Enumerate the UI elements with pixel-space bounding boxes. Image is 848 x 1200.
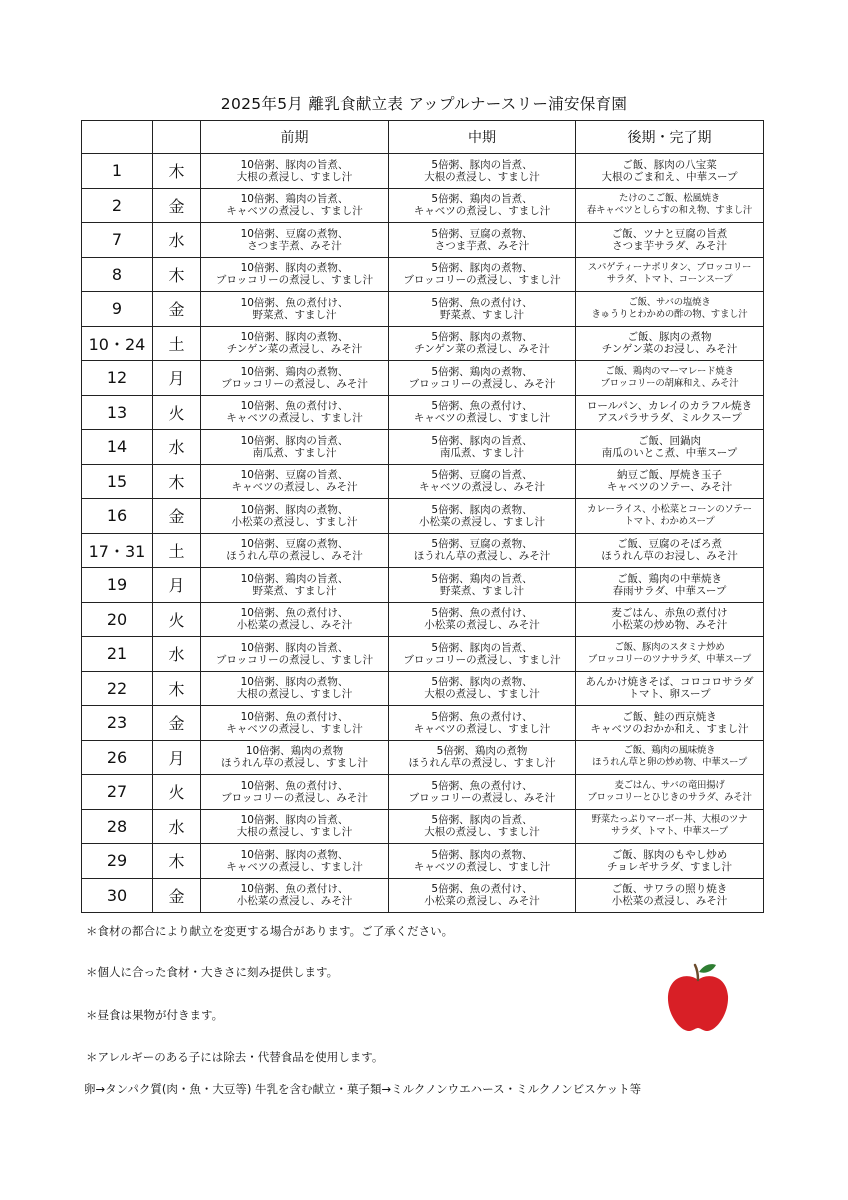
late-menu-cell: [576, 188, 764, 223]
dish-line: 大根の煮浸し、すまし汁: [236, 170, 353, 183]
date-cell: 10・24: [82, 326, 153, 361]
note-size: ＊個人に合った食材・大きさに刻み提供します。: [86, 965, 339, 979]
weekday-cell: 木: [153, 671, 201, 706]
middle-menu-cell: [389, 740, 576, 775]
dish-line: ブロッコリーの煮浸し、すまし汁: [403, 274, 561, 287]
header-date: [82, 121, 153, 154]
header-late: 後期・完了期: [576, 121, 764, 154]
header-early: 前期: [201, 121, 389, 154]
weekday-cell: 金: [153, 878, 201, 913]
dish-line: ブロッコリーの煮浸し、みそ汁: [408, 791, 556, 804]
dish-line: 10倍粥、豚肉の煮物、: [240, 331, 349, 344]
weekday-cell: 月: [153, 740, 201, 775]
middle-menu-cell: [389, 361, 576, 396]
dish-line: 麦ごはん、赤魚の煮付け: [611, 607, 728, 620]
dish-line: 10倍粥、豆腐の煮物、: [240, 227, 349, 240]
dish-line: 大根の煮浸し、すまし汁: [236, 688, 353, 701]
dish-line: ご飯、豆腐のそぼろ煮: [617, 538, 722, 551]
dish-line: 5倍粥、豚肉の煮物、: [431, 262, 533, 275]
early-menu-cell: [201, 706, 389, 741]
weekday-cell: 土: [153, 326, 201, 361]
weekday-cell: 火: [153, 602, 201, 637]
middle-menu-cell: [389, 326, 576, 361]
weekday-cell: 火: [153, 775, 201, 810]
dish-line: ほうれん草と卵の炒め物、中華スープ: [591, 757, 748, 769]
menu-table: [81, 120, 764, 913]
dish-line: キャベツの煮浸し、すまし汁: [226, 860, 363, 873]
date-cell: 28: [82, 809, 153, 844]
dish-line: ブロッコリーの煮浸し、すまし汁: [403, 653, 561, 666]
early-menu-cell: [201, 154, 389, 189]
table-row: [82, 464, 764, 499]
late-menu-cell: [576, 464, 764, 499]
date-cell: 21: [82, 637, 153, 672]
early-menu-cell: [201, 775, 389, 810]
late-menu-cell: [576, 878, 764, 913]
table-row: [82, 568, 764, 603]
late-menu-cell: [576, 775, 764, 810]
dish-line: 麦ごはん、サバの竜田揚げ: [614, 779, 725, 791]
late-menu-cell: [576, 809, 764, 844]
date-cell: 20: [82, 602, 153, 637]
dish-line: 5倍粥、豚肉の旨煮、: [431, 158, 533, 171]
dish-line: 野菜煮、すまし汁: [440, 308, 524, 321]
dish-line: ご飯、鮭の西京焼き: [622, 710, 717, 723]
middle-menu-cell: [389, 292, 576, 327]
dish-line: アスパラサラダ、ミルクスープ: [597, 412, 742, 425]
dish-line: 10倍粥、魚の煮付け、: [240, 710, 349, 723]
dish-line: キャベツの煮浸し、みそ汁: [419, 481, 545, 494]
dish-line: 5倍粥、豆腐の煮物、: [431, 538, 533, 551]
dish-line: 野菜煮、すまし汁: [440, 584, 524, 597]
weekday-cell: 水: [153, 430, 201, 465]
dish-line: ブロッコリーの煮浸し、すまし汁: [215, 653, 374, 666]
note-allergy: ＊アレルギーのある子には除去・代替食品を使用します。: [86, 1050, 384, 1064]
dish-line: キャベツの煮浸し、すまし汁: [413, 860, 551, 873]
dish-line: 5倍粥、豚肉の煮物、: [431, 503, 533, 516]
late-menu-cell: [576, 706, 764, 741]
dish-line: 南瓜煮、すまし汁: [252, 446, 337, 459]
page-title: 2025年5月 離乳食献立表 アップルナースリー浦安保育園: [220, 95, 628, 113]
table-row: [82, 602, 764, 637]
dish-line: 南瓜のいとこ煮、中華スープ: [601, 446, 738, 459]
early-menu-cell: [201, 533, 389, 568]
late-menu-cell: [576, 292, 764, 327]
menu-body: [82, 154, 764, 913]
dish-line: ほうれん草の煮浸し、すまし汁: [408, 757, 556, 770]
note-fruit: ＊昼食は果物が付きます。: [86, 1008, 224, 1022]
dish-line: 5倍粥、鶏肉の煮物、: [431, 365, 533, 378]
dish-line: 大根の煮浸し、すまし汁: [236, 826, 353, 839]
dish-line: 10倍粥、豚肉の煮物、: [240, 848, 349, 861]
dish-line: さつま芋サラダ、みそ汁: [612, 239, 727, 252]
dish-line: 5倍粥、魚の煮付け、: [431, 607, 533, 620]
early-menu-cell: [201, 430, 389, 465]
weekday-cell: 土: [153, 533, 201, 568]
dish-line: サラダ、トマト、コーンスープ: [606, 274, 733, 286]
dish-line: カレーライス、小松菜とコーンのソテー: [587, 503, 752, 515]
table-row: [82, 740, 764, 775]
dish-line: トマト、わかめスープ: [624, 515, 715, 527]
date-cell: 23: [82, 706, 153, 741]
dish-line: 10倍粥、鶏肉の旨煮、: [240, 572, 349, 585]
weekday-cell: 月: [153, 568, 201, 603]
middle-menu-cell: [389, 637, 576, 672]
dish-line: チンゲン菜のお浸し、みそ汁: [601, 343, 738, 356]
late-menu-cell: [576, 154, 764, 189]
dish-line: キャベツの煮浸し、みそ汁: [231, 481, 358, 494]
weekday-cell: 木: [153, 464, 201, 499]
dish-line: 10倍粥、豚肉の旨煮、: [240, 814, 349, 827]
early-menu-cell: [201, 464, 389, 499]
early-menu-cell: [201, 740, 389, 775]
late-menu-cell: [576, 844, 764, 879]
dish-line: ご飯、サバの塩焼き: [628, 296, 711, 308]
date-cell: 22: [82, 671, 153, 706]
date-cell: 19: [82, 568, 153, 603]
dish-line: 大根の煮浸し、すまし汁: [424, 826, 540, 839]
dish-line: ご飯、豚肉のもやし炒め: [611, 848, 728, 861]
middle-menu-cell: [389, 706, 576, 741]
dish-line: 小松菜の炒め物、みそ汁: [611, 619, 728, 632]
date-cell: 27: [82, 775, 153, 810]
weekday-cell: 木: [153, 154, 201, 189]
dish-line: 小松菜の煮浸し、みそ汁: [236, 619, 353, 632]
date-cell: 14: [82, 430, 153, 465]
dish-line: 大根の煮浸し、すまし汁: [424, 688, 540, 701]
middle-menu-cell: [389, 395, 576, 430]
early-menu-cell: [201, 223, 389, 258]
weekday-cell: 金: [153, 499, 201, 534]
table-row: [82, 706, 764, 741]
dish-line: ブロッコリーの胡麻和え、みそ汁: [600, 377, 739, 389]
early-menu-cell: [201, 568, 389, 603]
dish-line: 10倍粥、魚の煮付け、: [240, 883, 349, 896]
late-menu-cell: [576, 430, 764, 465]
dish-line: チンゲン菜の煮浸し、みそ汁: [226, 343, 363, 356]
dish-line: 10倍粥、豚肉の旨煮、: [240, 158, 349, 171]
weekday-cell: 金: [153, 292, 201, 327]
early-menu-cell: [201, 809, 389, 844]
dish-line: ほうれん草のお浸し、みそ汁: [601, 550, 738, 563]
dish-line: 大根のごま和え、中華スープ: [601, 170, 738, 183]
middle-menu-cell: [389, 568, 576, 603]
dish-line: 納豆ご飯、厚焼き玉子: [617, 469, 722, 482]
middle-menu-cell: [389, 844, 576, 879]
table-row: [82, 637, 764, 672]
dish-line: ご飯、豚肉の煮物: [627, 331, 712, 344]
dish-line: ご飯、ツナと豆腐の旨煮: [611, 227, 728, 240]
dish-line: 5倍粥、豚肉の煮物、: [431, 331, 533, 344]
table-row: [82, 154, 764, 189]
dish-line: きゅうりとわかめの酢の物、すまし汁: [591, 308, 748, 320]
date-cell: 26: [82, 740, 153, 775]
middle-menu-cell: [389, 464, 576, 499]
middle-menu-cell: [389, 602, 576, 637]
dish-line: 5倍粥、魚の煮付け、: [431, 400, 533, 413]
late-menu-cell: [576, 223, 764, 258]
early-menu-cell: [201, 395, 389, 430]
dish-line: 野菜煮、すまし汁: [252, 584, 337, 597]
header-middle: 中期: [389, 121, 576, 154]
middle-menu-cell: [389, 430, 576, 465]
dish-line: ロールパン、カレイのカラフル焼き: [586, 400, 753, 413]
dish-line: 5倍粥、豚肉の旨煮、: [431, 641, 533, 654]
dish-line: 小松菜の煮浸し、みそ汁: [424, 895, 540, 908]
middle-menu-cell: [389, 499, 576, 534]
table-row: [82, 533, 764, 568]
dish-line: 5倍粥、鶏肉の旨煮、: [431, 193, 533, 206]
dish-line: 10倍粥、豚肉の煮物、: [240, 676, 349, 689]
middle-menu-cell: [389, 223, 576, 258]
dish-line: サラダ、トマト、中華スープ: [611, 826, 728, 838]
dish-line: ほうれん草の煮浸し、みそ汁: [226, 550, 363, 563]
early-menu-cell: [201, 844, 389, 879]
dish-line: 南瓜煮、すまし汁: [440, 446, 524, 459]
dish-line: チンゲン菜の煮浸し、みそ汁: [414, 343, 550, 356]
date-cell: 13: [82, 395, 153, 430]
weekday-cell: 月: [153, 361, 201, 396]
dish-line: 10倍粥、豆腐の煮物、: [240, 538, 349, 551]
table-row: [82, 188, 764, 223]
dish-line: 5倍粥、魚の煮付け、: [431, 779, 533, 792]
dish-line: ご飯、鶏肉の風味焼き: [623, 745, 716, 757]
table-row: [82, 430, 764, 465]
dish-line: 5倍粥、豆腐の煮物、: [431, 227, 533, 240]
dish-line: 5倍粥、魚の煮付け、: [431, 710, 533, 723]
dish-line: 10倍粥、豚肉の旨煮、: [240, 641, 349, 654]
weekday-cell: 水: [153, 809, 201, 844]
dish-line: 小松菜の煮浸し、みそ汁: [424, 619, 540, 632]
dish-line: 野菜煮、すまし汁: [252, 308, 337, 321]
apple-icon: [660, 960, 736, 1036]
dish-line: ほうれん草の煮浸し、すまし汁: [221, 757, 368, 770]
weekday-cell: 火: [153, 395, 201, 430]
date-cell: 7: [82, 223, 153, 258]
dish-line: 5倍粥、魚の煮付け、: [431, 296, 533, 309]
dish-line: 小松菜の煮浸し、みそ汁: [611, 895, 728, 908]
table-row: [82, 775, 764, 810]
dish-line: キャベツの煮浸し、すまし汁: [226, 205, 363, 218]
dish-line: 10倍粥、豚肉の旨煮、: [240, 434, 349, 447]
date-cell: 2: [82, 188, 153, 223]
dish-line: あんかけ焼きそば、コロコロサラダ: [585, 676, 754, 689]
middle-menu-cell: [389, 154, 576, 189]
dish-line: さつま芋煮、みそ汁: [434, 239, 530, 252]
dish-line: トマト、卵スープ: [628, 688, 711, 701]
dish-line: キャベツの煮浸し、すまし汁: [226, 412, 363, 425]
dish-line: キャベツの煮浸し、すまし汁: [226, 722, 363, 735]
note-change: ＊食材の都合により献立を変更する場合があります。ご了承ください。: [86, 924, 454, 938]
weekday-cell: 水: [153, 637, 201, 672]
table-row: [82, 292, 764, 327]
table-row: [82, 395, 764, 430]
note-substitute: 卵→タンパク質(肉・魚・大豆等) 牛乳を含む献立・菓子類→ミルクノンウエハース・ミルクノンビスケット等: [84, 1082, 642, 1096]
dish-line: キャベツの煮浸し、すまし汁: [413, 205, 551, 218]
late-menu-cell: [576, 361, 764, 396]
late-menu-cell: [576, 395, 764, 430]
table-row: [82, 809, 764, 844]
weekday-cell: 木: [153, 257, 201, 292]
dish-line: 10倍粥、豆腐の旨煮、: [240, 469, 349, 482]
late-menu-cell: [576, 326, 764, 361]
weekday-cell: 金: [153, 188, 201, 223]
late-menu-cell: [576, 499, 764, 534]
dish-line: キャベツのおかか和え、すまし汁: [590, 722, 749, 735]
date-cell: 30: [82, 878, 153, 913]
table-row: [82, 499, 764, 534]
early-menu-cell: [201, 361, 389, 396]
date-cell: 12: [82, 361, 153, 396]
dish-line: 5倍粥、豚肉の煮物、: [431, 676, 533, 689]
dish-line: ご飯、豚肉のスタミナ炒め: [614, 641, 725, 653]
late-menu-cell: [576, 637, 764, 672]
late-menu-cell: [576, 602, 764, 637]
dish-line: 10倍粥、鶏肉の煮物: [245, 745, 344, 758]
middle-menu-cell: [389, 809, 576, 844]
weekday-cell: 水: [153, 223, 201, 258]
dish-line: 小松菜の煮浸し、すまし汁: [231, 515, 358, 528]
dish-line: 10倍粥、鶏肉の旨煮、: [240, 193, 349, 206]
table-row: [82, 326, 764, 361]
table-row: [82, 223, 764, 258]
dish-line: 10倍粥、魚の煮付け、: [240, 607, 349, 620]
table-header-row: [82, 121, 764, 154]
dish-line: ブロッコリーの煮浸し、すまし汁: [215, 274, 374, 287]
date-cell: 29: [82, 844, 153, 879]
dish-line: 春キャベツとしらすの和え物、すまし汁: [586, 205, 753, 217]
date-cell: 15: [82, 464, 153, 499]
dish-line: 5倍粥、豚肉の煮物、: [431, 848, 533, 861]
middle-menu-cell: [389, 671, 576, 706]
dish-line: ほうれん草の煮浸し、みそ汁: [413, 550, 551, 563]
dish-line: 春雨サラダ、中華スープ: [612, 584, 727, 597]
late-menu-cell: [576, 568, 764, 603]
early-menu-cell: [201, 257, 389, 292]
dish-line: チョレギサラダ、すまし汁: [607, 860, 732, 873]
dish-line: ご飯、豚肉の八宝菜: [622, 158, 717, 171]
middle-menu-cell: [389, 533, 576, 568]
dish-line: 10倍粥、鶏肉の煮物、: [240, 365, 349, 378]
header-dow: [153, 121, 201, 154]
date-cell: 16: [82, 499, 153, 534]
weekday-cell: 木: [153, 844, 201, 879]
early-menu-cell: [201, 499, 389, 534]
dish-line: 大根の煮浸し、すまし汁: [424, 170, 540, 183]
date-cell: 17・31: [82, 533, 153, 568]
dish-line: キャベツのソテー、みそ汁: [606, 481, 733, 494]
early-menu-cell: [201, 326, 389, 361]
weekday-cell: 金: [153, 706, 201, 741]
dish-line: 小松菜の煮浸し、すまし汁: [419, 515, 545, 528]
late-menu-cell: [576, 671, 764, 706]
dish-line: 5倍粥、豚肉の旨煮、: [431, 434, 533, 447]
middle-menu-cell: [389, 257, 576, 292]
dish-line: ご飯、鶏肉のマーマレード焼き: [605, 365, 734, 377]
middle-menu-cell: [389, 188, 576, 223]
dish-line: ご飯、回鍋肉: [638, 434, 701, 447]
dish-line: 5倍粥、魚の煮付け、: [431, 883, 533, 896]
dish-line: 野菜たっぷりマーボー丼、大根のツナ: [591, 814, 748, 826]
dish-line: 10倍粥、豚肉の煮物、: [240, 503, 349, 516]
early-menu-cell: [201, 602, 389, 637]
early-menu-cell: [201, 292, 389, 327]
dish-line: 5倍粥、鶏肉の旨煮、: [431, 572, 533, 585]
dish-line: ブロッコリーの煮浸し、みそ汁: [221, 791, 368, 804]
early-menu-cell: [201, 878, 389, 913]
dish-line: ブロッコリーの煮浸し、みそ汁: [221, 377, 368, 390]
early-menu-cell: [201, 671, 389, 706]
date-cell: 8: [82, 257, 153, 292]
table-row: [82, 361, 764, 396]
dish-line: ブロッコリーのツナサラダ、中華スープ: [587, 653, 752, 665]
late-menu-cell: [576, 533, 764, 568]
dish-line: スパゲティーナポリタン、ブロッコリー: [587, 262, 752, 274]
dish-line: ブロッコリーとひじきのサラダ、みそ汁: [587, 791, 752, 803]
dish-line: 10倍粥、魚の煮付け、: [240, 400, 349, 413]
dish-line: ご飯、鶏肉の中華焼き: [617, 572, 722, 585]
late-menu-cell: [576, 740, 764, 775]
dish-line: 5倍粥、豚肉の旨煮、: [431, 814, 533, 827]
late-menu-cell: [576, 257, 764, 292]
dish-line: 5倍粥、豆腐の旨煮、: [431, 469, 533, 482]
dish-line: ご飯、サワラの照り焼き: [611, 883, 728, 896]
table-row: [82, 257, 764, 292]
table-row: [82, 671, 764, 706]
dish-line: 10倍粥、豚肉の煮物、: [240, 262, 349, 275]
dish-line: たけのこご飯、松風焼き: [619, 193, 720, 205]
dish-line: キャベツの煮浸し、すまし汁: [413, 412, 551, 425]
dish-line: さつま芋煮、みそ汁: [247, 239, 342, 252]
dish-line: 小松菜の煮浸し、みそ汁: [236, 895, 353, 908]
dish-line: 10倍粥、魚の煮付け、: [240, 779, 349, 792]
table-row: [82, 878, 764, 913]
date-cell: 1: [82, 154, 153, 189]
dish-line: キャベツの煮浸し、すまし汁: [413, 722, 551, 735]
dish-line: 10倍粥、魚の煮付け、: [240, 296, 349, 309]
dish-line: 5倍粥、鶏肉の煮物: [436, 745, 528, 758]
early-menu-cell: [201, 637, 389, 672]
table-row: [82, 844, 764, 879]
dish-line: ブロッコリーの煮浸し、みそ汁: [408, 377, 556, 390]
date-cell: 9: [82, 292, 153, 327]
middle-menu-cell: [389, 775, 576, 810]
early-menu-cell: [201, 188, 389, 223]
middle-menu-cell: [389, 878, 576, 913]
